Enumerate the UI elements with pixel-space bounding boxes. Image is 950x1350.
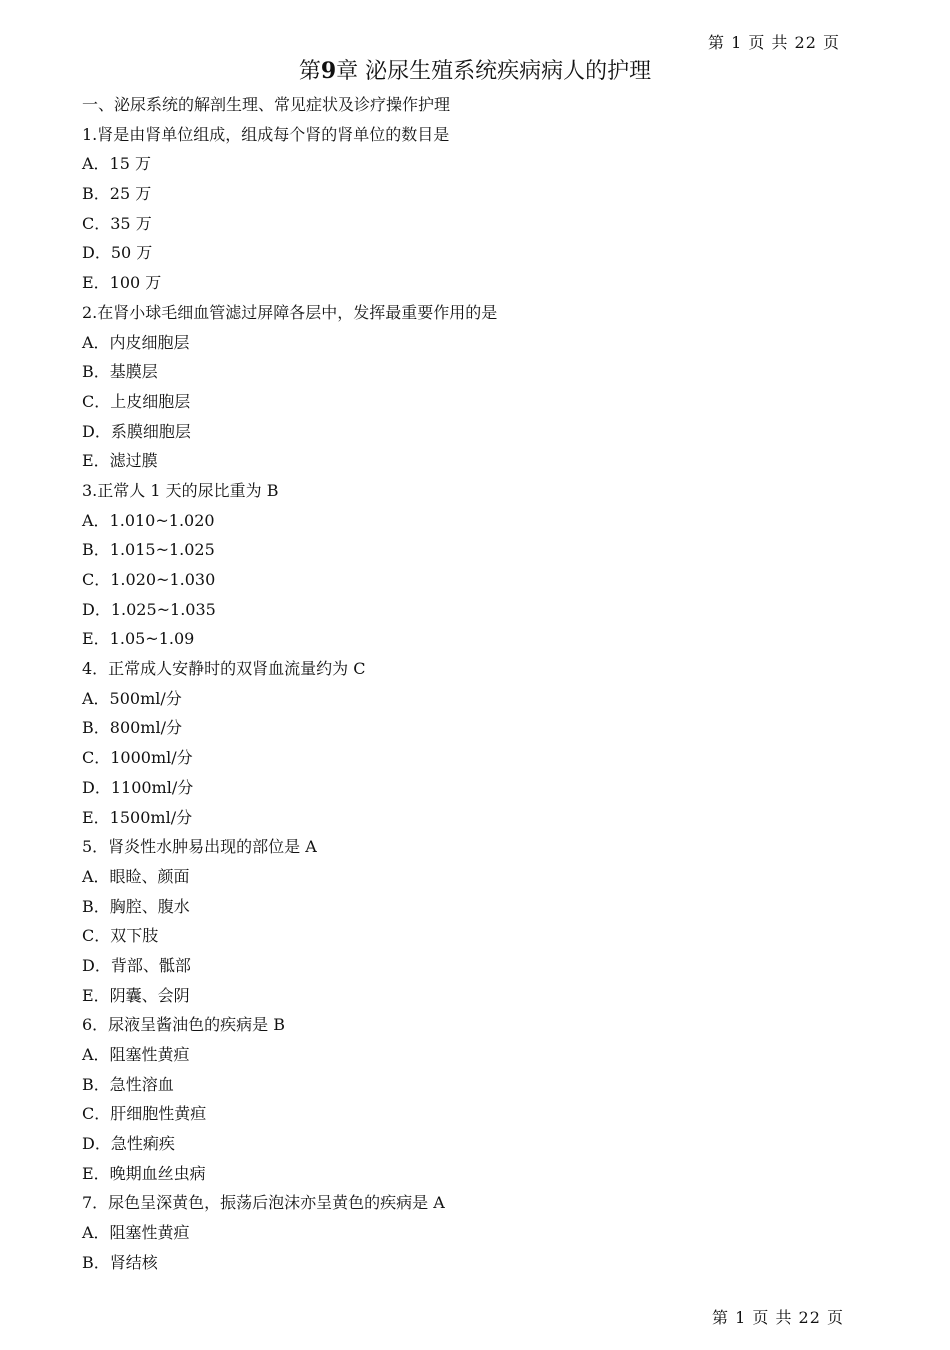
answer-option: C．35 万 <box>82 213 152 233</box>
question-block <box>82 1188 862 1277</box>
answer-option: A．15 万 <box>82 154 152 174</box>
answer-option: D．1100ml/分 <box>82 777 194 797</box>
page-title <box>0 54 950 85</box>
question-stem: 5．肾炎性水肿易出现的部位是 A <box>82 837 317 857</box>
page-footer: 第 1 页 共 22 页 <box>712 1308 844 1327</box>
answer-option: E．滤过膜 <box>82 451 158 471</box>
answer-option: B．急性溶血 <box>82 1074 174 1094</box>
question-block <box>82 654 862 832</box>
answer-option: B．胸腔、腹水 <box>82 896 190 916</box>
answer-option: D．50 万 <box>82 243 153 263</box>
answer-option: A．阻塞性黄疸 <box>82 1223 190 1243</box>
question-block <box>82 298 862 476</box>
answer-option: E．晚期血丝虫病 <box>82 1163 206 1183</box>
answer-option: D．1.025~1.035 <box>82 599 216 619</box>
question-stem: 3.正常人 1 天的尿比重为 B <box>82 480 279 500</box>
answer-option: A．500ml/分 <box>82 688 182 708</box>
answer-option: D．系膜细胞层 <box>82 421 191 441</box>
question-block <box>82 1010 862 1188</box>
answer-option: A．阻塞性黄疸 <box>82 1045 190 1064</box>
question-stem: 2.在肾小球毛细血管滤过屏障各层中，发挥最重要作用的是 <box>82 302 498 322</box>
answer-option: C．双下肢 <box>82 926 159 946</box>
answer-option: A．眼睑、颜面 <box>82 866 190 886</box>
document-body <box>82 90 862 1278</box>
answer-option: C．1000ml/分 <box>82 748 193 768</box>
question-list <box>82 120 862 1278</box>
answer-option: D．背部、骶部 <box>82 955 191 975</box>
answer-option: E．100 万 <box>82 273 162 293</box>
answer-option: B．1.015~1.025 <box>82 540 215 560</box>
question-stem: 7．尿色呈深黄色，振荡后泡沫亦呈黄色的疾病是 A <box>82 1193 445 1213</box>
section-heading: 一、泌尿系统的解剖生理、常见症状及诊疗操作护理 <box>82 95 451 114</box>
answer-option: B．肾结核 <box>82 1252 158 1272</box>
answer-option: B．基膜层 <box>82 362 158 382</box>
answer-option: E．1.05~1.09 <box>82 629 195 649</box>
answer-option: C．1.020~1.030 <box>82 570 216 589</box>
answer-option: B．800ml/分 <box>82 718 182 738</box>
answer-option: E．1500ml/分 <box>82 807 193 827</box>
title-suffix: 章 泌尿生殖系统疾病病人的护理 <box>336 59 652 84</box>
answer-option: C．上皮细胞层 <box>82 391 191 411</box>
title-prefix: 第 <box>298 59 321 84</box>
question-stem: 4．正常成人安静时的双肾血流量约为 C <box>82 659 366 679</box>
answer-option: A．1.010~1.020 <box>82 510 215 530</box>
answer-option: E．阴囊、会阴 <box>82 985 190 1005</box>
answer-option: B．25 万 <box>82 184 152 204</box>
answer-option: C．肝细胞性黄疸 <box>82 1104 207 1124</box>
question-block <box>82 832 862 1010</box>
question-stem: 6．尿液呈酱油色的疾病是 B <box>82 1015 286 1035</box>
question-block <box>82 120 862 298</box>
question-stem: 1.肾是由肾单位组成，组成每个肾的肾单位的数目是 <box>82 124 450 144</box>
answer-option: A．内皮细胞层 <box>82 332 190 352</box>
chapter-number: 9 <box>320 58 337 84</box>
answer-option: D．急性痢疾 <box>82 1134 175 1154</box>
question-block <box>82 476 862 654</box>
page-header: 第 1 页 共 22 页 <box>708 33 840 52</box>
